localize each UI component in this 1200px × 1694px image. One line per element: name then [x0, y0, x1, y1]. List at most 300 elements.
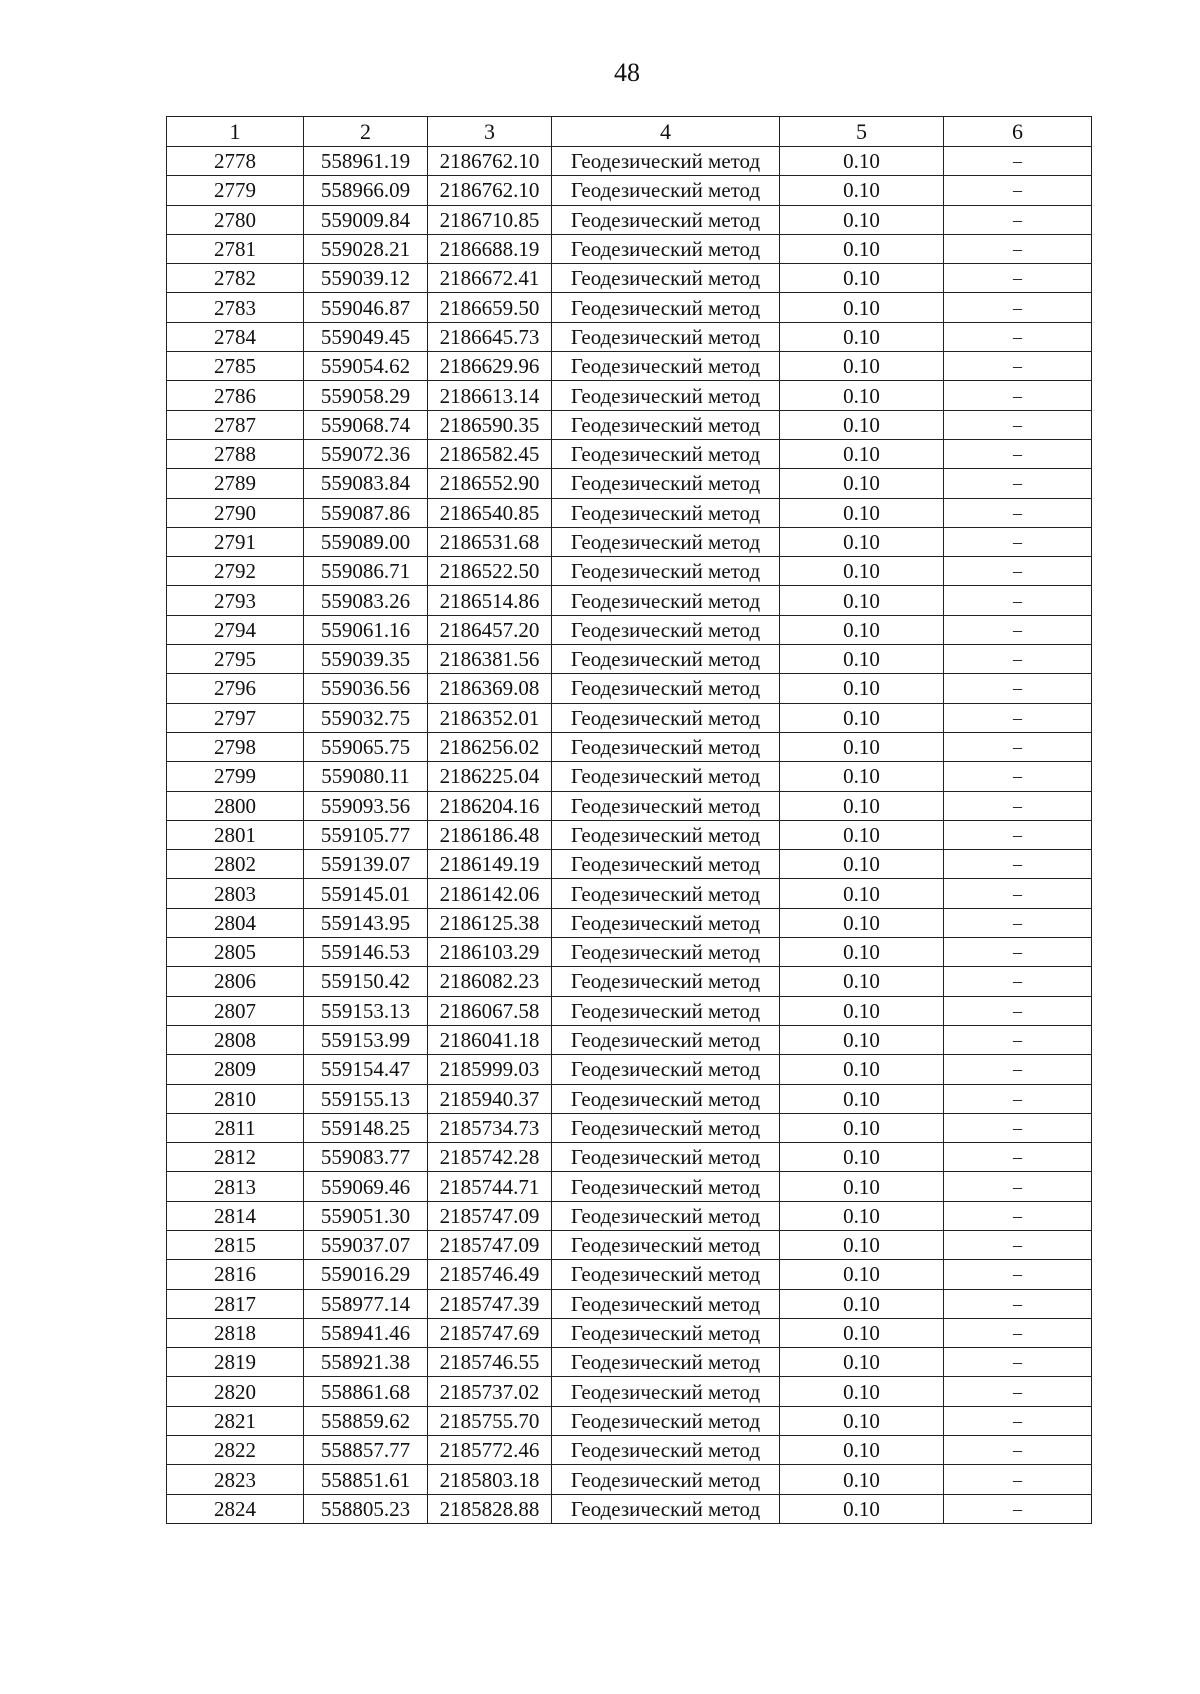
point-number-cell: 2810 [167, 1084, 304, 1113]
x-coordinate-cell: 559046.87 [304, 293, 428, 322]
coordinates-table [166, 116, 1092, 1524]
method-cell: Геодезический метод [552, 908, 780, 937]
accuracy-cell: 0.10 [780, 762, 944, 791]
y-coordinate-cell: 2185746.55 [428, 1348, 552, 1377]
accuracy-cell: 0.10 [780, 498, 944, 527]
x-coordinate-cell: 559083.77 [304, 1143, 428, 1172]
note-cell: – [944, 498, 1092, 527]
x-coordinate-cell: 559009.84 [304, 205, 428, 234]
method-cell: Геодезический метод [552, 645, 780, 674]
y-coordinate-cell: 2186762.10 [428, 176, 552, 205]
x-coordinate-cell: 559139.07 [304, 850, 428, 879]
accuracy-cell: 0.10 [780, 352, 944, 381]
accuracy-cell: 0.10 [780, 293, 944, 322]
point-number-cell: 2808 [167, 1025, 304, 1054]
accuracy-cell: 0.10 [780, 1348, 944, 1377]
table-row [167, 205, 1092, 234]
table-body [167, 147, 1092, 1524]
point-number-cell: 2822 [167, 1436, 304, 1465]
y-coordinate-cell: 2186457.20 [428, 615, 552, 644]
method-cell: Геодезический метод [552, 586, 780, 615]
point-number-cell: 2800 [167, 791, 304, 820]
note-cell: – [944, 1289, 1092, 1318]
y-coordinate-cell: 2185746.49 [428, 1260, 552, 1289]
y-coordinate-cell: 2185747.09 [428, 1201, 552, 1230]
y-coordinate-cell: 2186142.06 [428, 879, 552, 908]
point-number-cell: 2784 [167, 322, 304, 351]
y-coordinate-cell: 2186067.58 [428, 996, 552, 1025]
point-number-cell: 2811 [167, 1113, 304, 1142]
point-number-cell: 2785 [167, 352, 304, 381]
table-row [167, 879, 1092, 908]
accuracy-cell: 0.10 [780, 1318, 944, 1347]
method-cell: Геодезический метод [552, 1348, 780, 1377]
method-cell: Геодезический метод [552, 410, 780, 439]
method-cell: Геодезический метод [552, 1201, 780, 1230]
accuracy-cell: 0.10 [780, 147, 944, 176]
accuracy-cell: 0.10 [780, 469, 944, 498]
x-coordinate-cell: 559058.29 [304, 381, 428, 410]
point-number-cell: 2816 [167, 1260, 304, 1289]
table-row [167, 1436, 1092, 1465]
column-header-4: 4 [552, 117, 780, 147]
point-number-cell: 2821 [167, 1406, 304, 1435]
method-cell: Геодезический метод [552, 1377, 780, 1406]
x-coordinate-cell: 559069.46 [304, 1172, 428, 1201]
x-coordinate-cell: 558966.09 [304, 176, 428, 205]
point-number-cell: 2820 [167, 1377, 304, 1406]
y-coordinate-cell: 2185803.18 [428, 1465, 552, 1494]
point-number-cell: 2805 [167, 938, 304, 967]
y-coordinate-cell: 2186204.16 [428, 791, 552, 820]
note-cell: – [944, 176, 1092, 205]
accuracy-cell: 0.10 [780, 234, 944, 263]
table-row [167, 674, 1092, 703]
point-number-cell: 2814 [167, 1201, 304, 1230]
method-cell: Геодезический метод [552, 791, 780, 820]
y-coordinate-cell: 2186256.02 [428, 732, 552, 761]
x-coordinate-cell: 559087.86 [304, 498, 428, 527]
y-coordinate-cell: 2186645.73 [428, 322, 552, 351]
table-row [167, 1172, 1092, 1201]
note-cell: – [944, 1348, 1092, 1377]
y-coordinate-cell: 2186710.85 [428, 205, 552, 234]
x-coordinate-cell: 559016.29 [304, 1260, 428, 1289]
x-coordinate-cell: 559037.07 [304, 1230, 428, 1259]
table-row [167, 703, 1092, 732]
note-cell: – [944, 1084, 1092, 1113]
accuracy-cell: 0.10 [780, 1025, 944, 1054]
point-number-cell: 2797 [167, 703, 304, 732]
table-row [167, 615, 1092, 644]
point-number-cell: 2791 [167, 527, 304, 556]
accuracy-cell: 0.10 [780, 1084, 944, 1113]
y-coordinate-cell: 2186381.56 [428, 645, 552, 674]
accuracy-cell: 0.10 [780, 1406, 944, 1435]
accuracy-cell: 0.10 [780, 1436, 944, 1465]
table-row [167, 527, 1092, 556]
method-cell: Геодезический метод [552, 615, 780, 644]
point-number-cell: 2794 [167, 615, 304, 644]
y-coordinate-cell: 2185940.37 [428, 1084, 552, 1113]
y-coordinate-cell: 2186522.50 [428, 557, 552, 586]
page-number: 48 [614, 58, 640, 87]
point-number-cell: 2817 [167, 1289, 304, 1318]
table-row [167, 557, 1092, 586]
x-coordinate-cell: 558921.38 [304, 1348, 428, 1377]
method-cell: Геодезический метод [552, 234, 780, 263]
y-coordinate-cell: 2185734.73 [428, 1113, 552, 1142]
method-cell: Геодезический метод [552, 1143, 780, 1172]
y-coordinate-cell: 2185772.46 [428, 1436, 552, 1465]
x-coordinate-cell: 559146.53 [304, 938, 428, 967]
note-cell: – [944, 381, 1092, 410]
accuracy-cell: 0.10 [780, 205, 944, 234]
y-coordinate-cell: 2185742.28 [428, 1143, 552, 1172]
y-coordinate-cell: 2186514.86 [428, 586, 552, 615]
accuracy-cell: 0.10 [780, 1172, 944, 1201]
note-cell: – [944, 1406, 1092, 1435]
x-coordinate-cell: 559145.01 [304, 879, 428, 908]
accuracy-cell: 0.10 [780, 322, 944, 351]
table-row [167, 1348, 1092, 1377]
method-cell: Геодезический метод [552, 1406, 780, 1435]
table-row [167, 996, 1092, 1025]
y-coordinate-cell: 2186672.41 [428, 264, 552, 293]
accuracy-cell: 0.10 [780, 996, 944, 1025]
accuracy-cell: 0.10 [780, 674, 944, 703]
note-cell: – [944, 557, 1092, 586]
point-number-cell: 2793 [167, 586, 304, 615]
y-coordinate-cell: 2186659.50 [428, 293, 552, 322]
method-cell: Геодезический метод [552, 1230, 780, 1259]
method-cell: Геодезический метод [552, 762, 780, 791]
accuracy-cell: 0.10 [780, 557, 944, 586]
x-coordinate-cell: 559061.16 [304, 615, 428, 644]
note-cell: – [944, 322, 1092, 351]
table-row [167, 1406, 1092, 1435]
note-cell: – [944, 762, 1092, 791]
accuracy-cell: 0.10 [780, 410, 944, 439]
table-row [167, 147, 1092, 176]
method-cell: Геодезический метод [552, 967, 780, 996]
accuracy-cell: 0.10 [780, 908, 944, 937]
y-coordinate-cell: 2186540.85 [428, 498, 552, 527]
accuracy-cell: 0.10 [780, 938, 944, 967]
method-cell: Геодезический метод [552, 322, 780, 351]
accuracy-cell: 0.10 [780, 1230, 944, 1259]
y-coordinate-cell: 2186531.68 [428, 527, 552, 556]
point-number-cell: 2818 [167, 1318, 304, 1347]
column-header-3: 3 [428, 117, 552, 147]
table-row [167, 1230, 1092, 1259]
table-row [167, 791, 1092, 820]
table-row [167, 234, 1092, 263]
note-cell: – [944, 850, 1092, 879]
y-coordinate-cell: 2185747.69 [428, 1318, 552, 1347]
column-header-2: 2 [304, 117, 428, 147]
note-cell: – [944, 1143, 1092, 1172]
note-cell: – [944, 1025, 1092, 1054]
point-number-cell: 2781 [167, 234, 304, 263]
y-coordinate-cell: 2186225.04 [428, 762, 552, 791]
accuracy-cell: 0.10 [780, 439, 944, 468]
x-coordinate-cell: 559039.35 [304, 645, 428, 674]
y-coordinate-cell: 2186552.90 [428, 469, 552, 498]
x-coordinate-cell: 559049.45 [304, 322, 428, 351]
x-coordinate-cell: 559155.13 [304, 1084, 428, 1113]
table-row [167, 820, 1092, 849]
x-coordinate-cell: 558977.14 [304, 1289, 428, 1318]
method-cell: Геодезический метод [552, 527, 780, 556]
accuracy-cell: 0.10 [780, 1289, 944, 1318]
y-coordinate-cell: 2186688.19 [428, 234, 552, 263]
method-cell: Геодезический метод [552, 1465, 780, 1494]
x-coordinate-cell: 558805.23 [304, 1494, 428, 1523]
y-coordinate-cell: 2185744.71 [428, 1172, 552, 1201]
point-number-cell: 2783 [167, 293, 304, 322]
table-row [167, 1025, 1092, 1054]
y-coordinate-cell: 2186125.38 [428, 908, 552, 937]
accuracy-cell: 0.10 [780, 1465, 944, 1494]
table-row [167, 381, 1092, 410]
method-cell: Геодезический метод [552, 293, 780, 322]
table-row [167, 1201, 1092, 1230]
note-cell: – [944, 703, 1092, 732]
column-header-1: 1 [167, 117, 304, 147]
point-number-cell: 2790 [167, 498, 304, 527]
y-coordinate-cell: 2186762.10 [428, 147, 552, 176]
note-cell: – [944, 1172, 1092, 1201]
x-coordinate-cell: 558859.62 [304, 1406, 428, 1435]
note-cell: – [944, 205, 1092, 234]
method-cell: Геодезический метод [552, 820, 780, 849]
x-coordinate-cell: 558857.77 [304, 1436, 428, 1465]
x-coordinate-cell: 559086.71 [304, 557, 428, 586]
accuracy-cell: 0.10 [780, 1494, 944, 1523]
note-cell: – [944, 1318, 1092, 1347]
accuracy-cell: 0.10 [780, 791, 944, 820]
x-coordinate-cell: 558961.19 [304, 147, 428, 176]
point-number-cell: 2778 [167, 147, 304, 176]
y-coordinate-cell: 2185747.39 [428, 1289, 552, 1318]
note-cell: – [944, 1201, 1092, 1230]
point-number-cell: 2787 [167, 410, 304, 439]
table-row [167, 352, 1092, 381]
note-cell: – [944, 615, 1092, 644]
y-coordinate-cell: 2186629.96 [428, 352, 552, 381]
x-coordinate-cell: 559154.47 [304, 1055, 428, 1084]
table-row [167, 586, 1092, 615]
table-row [167, 938, 1092, 967]
method-cell: Геодезический метод [552, 1494, 780, 1523]
y-coordinate-cell: 2186590.35 [428, 410, 552, 439]
method-cell: Геодезический метод [552, 557, 780, 586]
note-cell: – [944, 908, 1092, 937]
table-row [167, 645, 1092, 674]
point-number-cell: 2798 [167, 732, 304, 761]
table-header-row [167, 117, 1092, 147]
table-row [167, 1143, 1092, 1172]
accuracy-cell: 0.10 [780, 381, 944, 410]
point-number-cell: 2780 [167, 205, 304, 234]
note-cell: – [944, 820, 1092, 849]
table-row [167, 850, 1092, 879]
accuracy-cell: 0.10 [780, 732, 944, 761]
x-coordinate-cell: 559153.13 [304, 996, 428, 1025]
column-header-6: 6 [944, 117, 1092, 147]
table-row [167, 1289, 1092, 1318]
x-coordinate-cell: 558941.46 [304, 1318, 428, 1347]
y-coordinate-cell: 2185737.02 [428, 1377, 552, 1406]
note-cell: – [944, 1055, 1092, 1084]
method-cell: Геодезический метод [552, 381, 780, 410]
point-number-cell: 2812 [167, 1143, 304, 1172]
point-number-cell: 2807 [167, 996, 304, 1025]
accuracy-cell: 0.10 [780, 1377, 944, 1406]
x-coordinate-cell: 559148.25 [304, 1113, 428, 1142]
table-row [167, 1055, 1092, 1084]
x-coordinate-cell: 559036.56 [304, 674, 428, 703]
table-row [167, 908, 1092, 937]
y-coordinate-cell: 2186352.01 [428, 703, 552, 732]
note-cell: – [944, 645, 1092, 674]
y-coordinate-cell: 2185828.88 [428, 1494, 552, 1523]
point-number-cell: 2813 [167, 1172, 304, 1201]
y-coordinate-cell: 2186082.23 [428, 967, 552, 996]
point-number-cell: 2782 [167, 264, 304, 293]
table-row [167, 1377, 1092, 1406]
x-coordinate-cell: 559089.00 [304, 527, 428, 556]
y-coordinate-cell: 2186103.29 [428, 938, 552, 967]
table-row [167, 469, 1092, 498]
table-row [167, 176, 1092, 205]
table-row [167, 322, 1092, 351]
x-coordinate-cell: 559051.30 [304, 1201, 428, 1230]
accuracy-cell: 0.10 [780, 615, 944, 644]
x-coordinate-cell: 559093.56 [304, 791, 428, 820]
accuracy-cell: 0.10 [780, 176, 944, 205]
note-cell: – [944, 996, 1092, 1025]
method-cell: Геодезический метод [552, 1084, 780, 1113]
method-cell: Геодезический метод [552, 850, 780, 879]
table-row [167, 732, 1092, 761]
table-row [167, 1113, 1092, 1142]
method-cell: Геодезический метод [552, 732, 780, 761]
accuracy-cell: 0.10 [780, 967, 944, 996]
accuracy-cell: 0.10 [780, 879, 944, 908]
y-coordinate-cell: 2186186.48 [428, 820, 552, 849]
x-coordinate-cell: 559143.95 [304, 908, 428, 937]
accuracy-cell: 0.10 [780, 527, 944, 556]
point-number-cell: 2823 [167, 1465, 304, 1494]
method-cell: Геодезический метод [552, 264, 780, 293]
method-cell: Геодезический метод [552, 176, 780, 205]
table-row [167, 410, 1092, 439]
method-cell: Геодезический метод [552, 498, 780, 527]
table-row [167, 967, 1092, 996]
y-coordinate-cell: 2185747.09 [428, 1230, 552, 1259]
point-number-cell: 2788 [167, 439, 304, 468]
x-coordinate-cell: 559028.21 [304, 234, 428, 263]
table-row [167, 1465, 1092, 1494]
method-cell: Геодезический метод [552, 879, 780, 908]
method-cell: Геодезический метод [552, 674, 780, 703]
method-cell: Геодезический метод [552, 147, 780, 176]
accuracy-cell: 0.10 [780, 645, 944, 674]
note-cell: – [944, 1377, 1092, 1406]
note-cell: – [944, 410, 1092, 439]
y-coordinate-cell: 2186149.19 [428, 850, 552, 879]
accuracy-cell: 0.10 [780, 586, 944, 615]
x-coordinate-cell: 559039.12 [304, 264, 428, 293]
x-coordinate-cell: 558861.68 [304, 1377, 428, 1406]
point-number-cell: 2779 [167, 176, 304, 205]
note-cell: – [944, 1494, 1092, 1523]
table-row [167, 293, 1092, 322]
x-coordinate-cell: 559083.26 [304, 586, 428, 615]
table-row [167, 264, 1092, 293]
y-coordinate-cell: 2185999.03 [428, 1055, 552, 1084]
x-coordinate-cell: 559054.62 [304, 352, 428, 381]
note-cell: – [944, 264, 1092, 293]
point-number-cell: 2795 [167, 645, 304, 674]
method-cell: Геодезический метод [552, 1318, 780, 1347]
method-cell: Геодезический метод [552, 703, 780, 732]
accuracy-cell: 0.10 [780, 1143, 944, 1172]
note-cell: – [944, 147, 1092, 176]
point-number-cell: 2824 [167, 1494, 304, 1523]
note-cell: – [944, 293, 1092, 322]
x-coordinate-cell: 559150.42 [304, 967, 428, 996]
table-row [167, 1260, 1092, 1289]
x-coordinate-cell: 559105.77 [304, 820, 428, 849]
method-cell: Геодезический метод [552, 1260, 780, 1289]
note-cell: – [944, 879, 1092, 908]
point-number-cell: 2801 [167, 820, 304, 849]
note-cell: – [944, 352, 1092, 381]
note-cell: – [944, 1113, 1092, 1142]
method-cell: Геодезический метод [552, 205, 780, 234]
note-cell: – [944, 234, 1092, 263]
note-cell: – [944, 674, 1092, 703]
column-header-5: 5 [780, 117, 944, 147]
point-number-cell: 2819 [167, 1348, 304, 1377]
point-number-cell: 2796 [167, 674, 304, 703]
point-number-cell: 2789 [167, 469, 304, 498]
note-cell: – [944, 469, 1092, 498]
x-coordinate-cell: 559080.11 [304, 762, 428, 791]
method-cell: Геодезический метод [552, 1436, 780, 1465]
point-number-cell: 2804 [167, 908, 304, 937]
accuracy-cell: 0.10 [780, 1055, 944, 1084]
note-cell: – [944, 1230, 1092, 1259]
accuracy-cell: 0.10 [780, 1260, 944, 1289]
table-row [167, 762, 1092, 791]
accuracy-cell: 0.10 [780, 1201, 944, 1230]
method-cell: Геодезический метод [552, 1172, 780, 1201]
table-row [167, 498, 1092, 527]
method-cell: Геодезический метод [552, 469, 780, 498]
table-row [167, 439, 1092, 468]
method-cell: Геодезический метод [552, 439, 780, 468]
point-number-cell: 2803 [167, 879, 304, 908]
note-cell: – [944, 527, 1092, 556]
point-number-cell: 2799 [167, 762, 304, 791]
note-cell: – [944, 938, 1092, 967]
point-number-cell: 2786 [167, 381, 304, 410]
y-coordinate-cell: 2186582.45 [428, 439, 552, 468]
